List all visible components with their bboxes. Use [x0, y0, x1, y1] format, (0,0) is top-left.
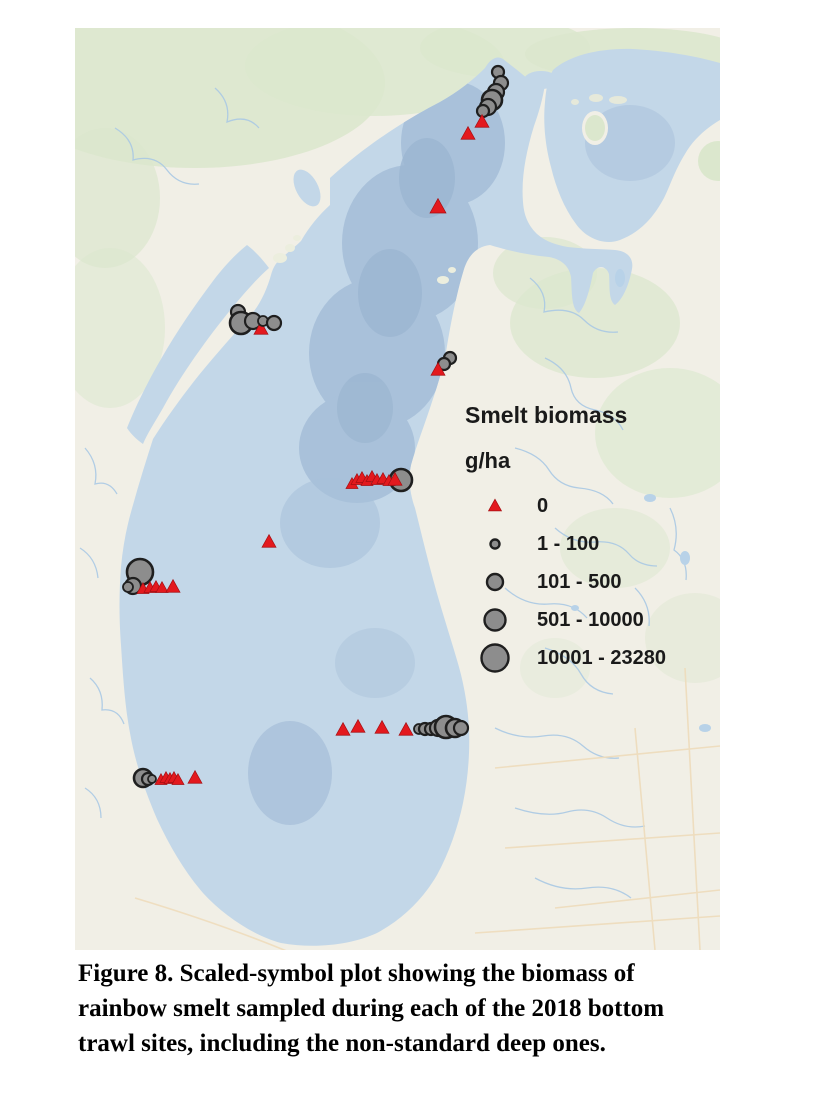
- largest-circle-icon: [465, 641, 525, 675]
- legend-rows: [465, 487, 720, 677]
- legend-units: g/ha: [465, 448, 511, 473]
- legend-item-1-100: [465, 525, 720, 563]
- legend-label: 10001 - 23280: [537, 646, 667, 669]
- legend-label: 501 - 10000: [537, 608, 644, 631]
- legend-item-101-500: [465, 563, 720, 601]
- legend-item-zero: [465, 487, 720, 525]
- legend-label: 101 - 500: [537, 570, 622, 593]
- legend-item-501-10000: [465, 601, 720, 639]
- caption-line: rainbow smelt sampled during each of the 2018 bottom: [78, 995, 665, 1022]
- legend-label: 0: [537, 494, 549, 517]
- caption-line: Figure 8. Scaled-symbol plot showing the biomass of: [78, 960, 635, 987]
- legend-item-10001-23280: [465, 639, 720, 677]
- legend-title: Smelt biomass: [465, 402, 628, 428]
- small-circle-icon: [465, 527, 525, 561]
- caption-line: trawl sites, including the non-standard deep ones.: [78, 1030, 606, 1057]
- map-legend: [465, 402, 720, 677]
- medium-circle-icon: [465, 565, 525, 599]
- large-circle-icon: [465, 603, 525, 637]
- legend-label: 1 - 100: [537, 532, 600, 555]
- figure-caption: [78, 956, 758, 1061]
- zero-triangle-icon: [465, 489, 525, 523]
- lake-michigan-map: [75, 28, 720, 950]
